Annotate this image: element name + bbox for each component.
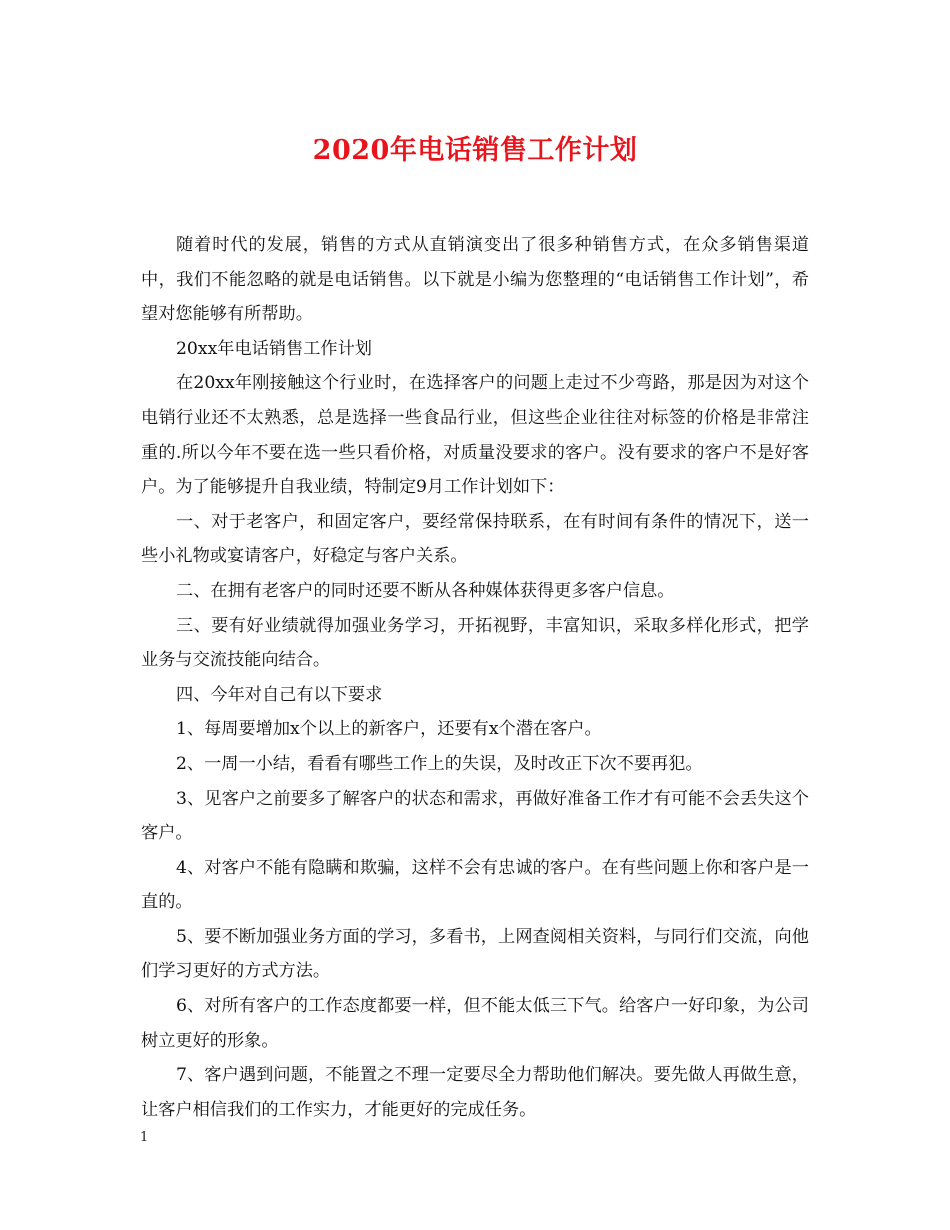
document-title: 2020年电话销售工作计划 bbox=[312, 135, 638, 166]
paragraph-subtitle: 20xx年电话销售工作计划 bbox=[176, 338, 372, 359]
paragraph-item-3: 三、要有好业绩就得加强业务学习，开拓视野，丰富知识，采取多样化形式，把学业务与交流技能向结合。 bbox=[141, 615, 809, 671]
document-body bbox=[141, 228, 809, 1127]
paragraph-item-1: 一、对于老客户，和固定客户，要经常保持联系，在有时间有条件的情况下，送一些小礼物或宴请客户，好稳定与客户关系。 bbox=[141, 511, 809, 567]
paragraph-background: 在20xx年刚接触这个行业时，在选择客户的问题上走过不少弯路，那是因为对这个电销行业还不太熟悉，总是选择一些食品行业，但这些企业往往对标签的价格是非常注重的.所以今年不要在选一些只看价格，对质量没要求的客户。没有要求的客户不是好客户。为了能够提升自我业绩，特制定9月工作计划如下： bbox=[141, 373, 809, 498]
paragraph-requirement-3: 3、见客户之前要多了解客户的状态和需求，再做好准备工作才有可能不会丢失这个客户。 bbox=[141, 788, 809, 844]
paragraph-requirement-2: 2、一周一小结，看看有哪些工作上的失误，及时改正下次不要再犯。 bbox=[176, 753, 703, 774]
paragraph-item-2: 二、在拥有老客户的同时还要不断从各种媒体获得更多客户信息。 bbox=[176, 580, 675, 601]
paragraph-requirement-5: 5、要不断加强业务方面的学习，多看书，上网查阅相关资料，与同行们交流，向他们学习更好的方式方法。 bbox=[141, 926, 809, 982]
paragraph-requirement-6: 6、对所有客户的工作态度都要一样，但不能太低三下气。给客户一好印象，为公司树立更好的形象。 bbox=[141, 996, 809, 1051]
paragraph-item-4: 四、今年对自己有以下要求 bbox=[176, 684, 383, 705]
page-number: 1 bbox=[140, 1130, 149, 1145]
paragraph-requirement-1: 1、每周要增加x个以上的新客户，还要有x个潜在客户。 bbox=[176, 719, 602, 740]
paragraph-requirement-7: 7、客户遇到问题，不能置之不理一定要尽全力帮助他们解决。要先做人再做生意，让客户相信我们的工作实力，才能更好的完成任务。 bbox=[141, 1065, 809, 1120]
paragraph-requirement-4: 4、对客户不能有隐瞒和欺骗，这样不会有忠诚的客户。在有些问题上你和客户是一直的。 bbox=[141, 857, 809, 913]
paragraph-intro: 随着时代的发展，销售的方式从直销演变出了很多种销售方式，在众多销售渠道中，我们不能忽略的就是电话销售。以下就是小编为您整理的“电话销售工作计划”，希望对您能够有所帮助。 bbox=[141, 235, 809, 325]
